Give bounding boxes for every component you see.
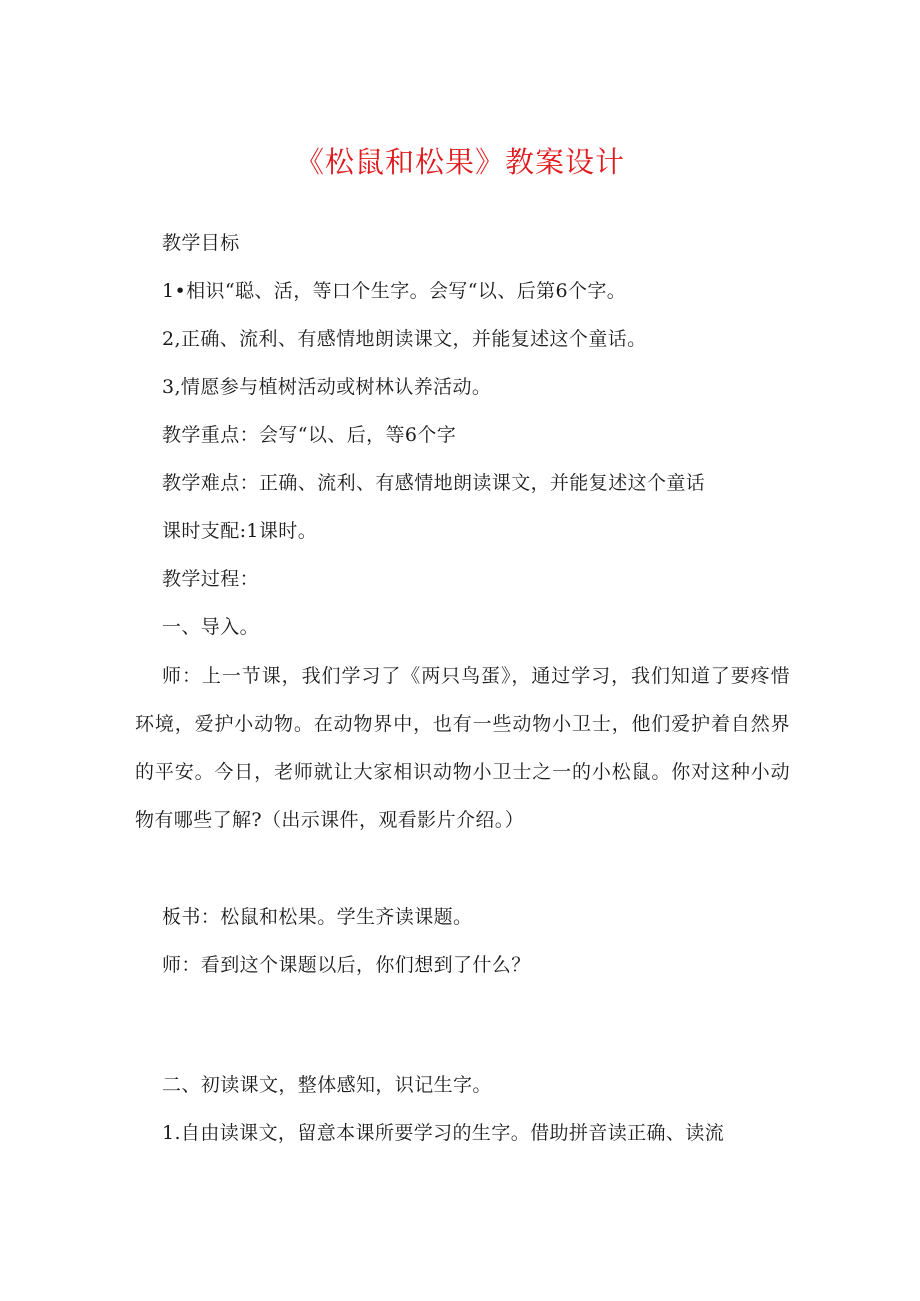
difficulty: 教学难点：正确、流利、有感情地朗读课文，并能复述这个童话 <box>162 472 706 494</box>
objectives-heading: 教学目标 <box>162 232 240 254</box>
section-1-heading: 一、导入。 <box>162 616 260 638</box>
blackboard-note: 板书：松鼠和松果。学生齐读课题。 <box>162 906 473 928</box>
objective-1: 1•相识“聪、活，等口个生字。会写“以、后第6个字。 <box>162 280 627 302</box>
teacher-question: 师：看到这个课题以后，你们想到了什么？ <box>162 954 531 976</box>
objective-2: 2,正确、流利、有感情地朗读课文，并能复述这个童话。 <box>162 328 647 350</box>
section-2-heading: 二、初读课文，整体感知，识记生字。 <box>162 1074 492 1096</box>
step-1: 1.自由读课文，留意本课所要学习的生字。借助拼音读正确、读流 <box>162 1122 725 1144</box>
document-title: 《松鼠和松果》教案设计 <box>294 145 625 179</box>
process-heading: 教学过程： <box>162 568 260 590</box>
class-hours: 课时支配:1课时。 <box>162 520 318 542</box>
teacher-intro-paragraph: 师：上一节课，我们学习了《两只鸟蛋》，通过学习，我们知道了要疼惜环境，爱护小动物。在动物界中，也有一些动物小卫士，他们爱护着自然界的平安。今日，老师就让大家相识动物小卫士之一的小松鼠。你对这种小动物有哪些了解?（出示课件，观看影片介绍。） <box>135 665 790 831</box>
objective-3: 3,情愿参与植树活动或树林认养活动。 <box>162 376 492 398</box>
key-point: 教学重点：会写“以、后，等6个字 <box>162 424 457 446</box>
